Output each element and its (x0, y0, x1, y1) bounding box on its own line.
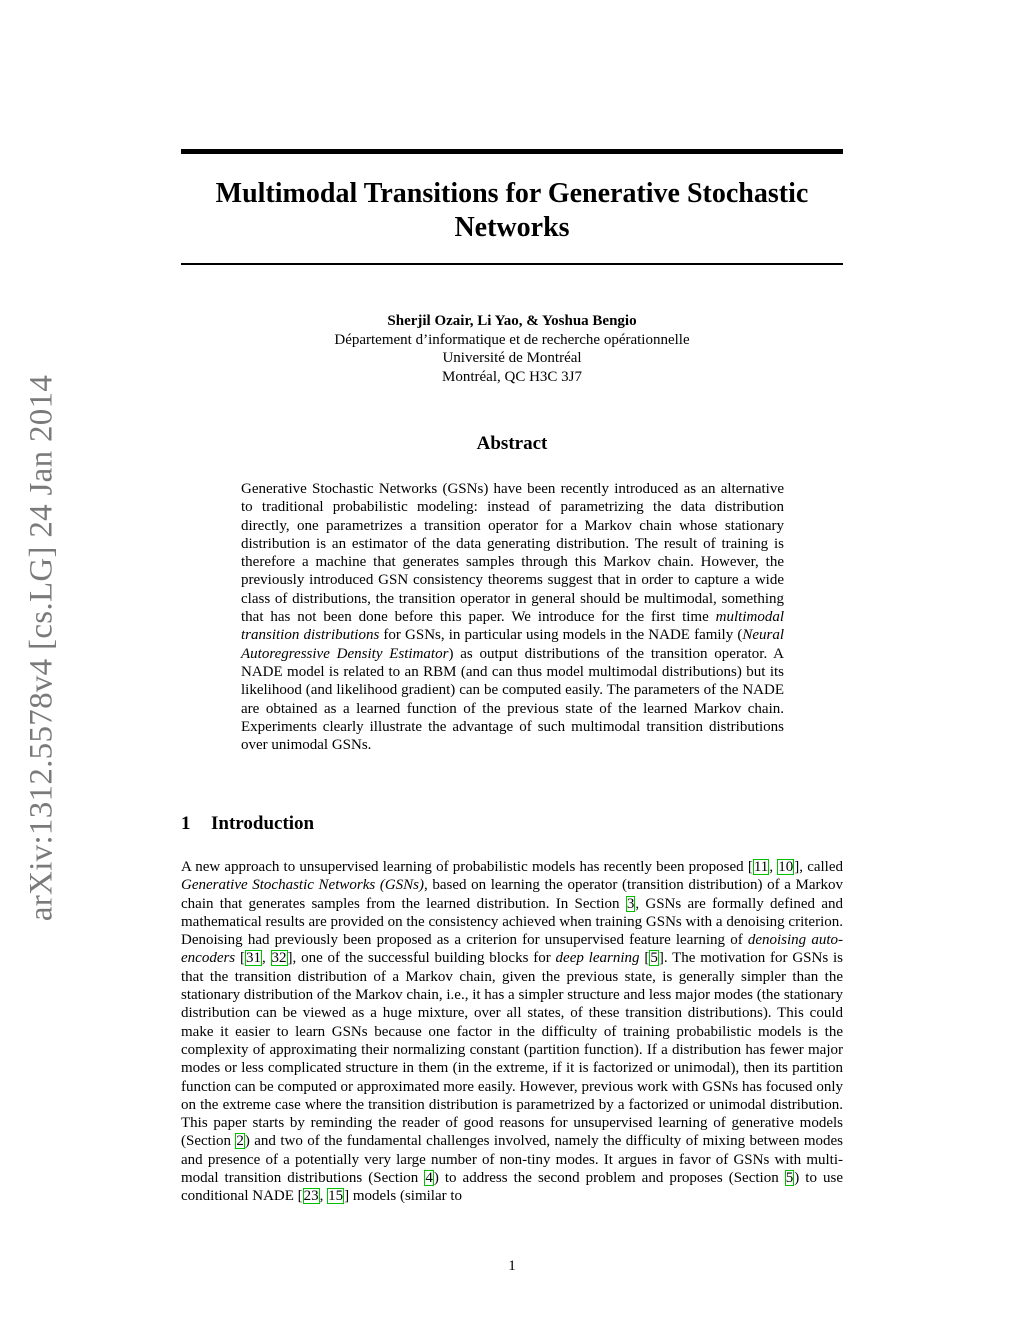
intro-text-part: , (319, 1188, 328, 1205)
intro-emphasis: denoising auto-encoders (181, 932, 843, 967)
abstract-text-part: ) as output distributions of the transition operator. A NADE model is related to an RBM (and can thus model multimodal distributions) but its likelihood (and likelihood gradient) can be computed easily. The parameters of the NADE are obtained as a learned function of the previous state of the learned Markov chain. Experiments clearly illustrate the advantage of such multimodal transition distributions over unimodal GSNs. (241, 645, 785, 754)
section-number: 1 (181, 813, 191, 834)
citation-link[interactable]: 15 (328, 1188, 344, 1205)
intro-text-part: ] models (similar to (344, 1188, 463, 1205)
title-bottom-rule (181, 263, 843, 265)
author-address: Montréal, QC H3C 3J7 (442, 368, 582, 385)
abstract-emphasis: Neural Autoregressive Density Estimator (241, 627, 785, 662)
introduction-text (181, 858, 843, 1206)
title-top-rule (181, 149, 843, 154)
author-block (181, 312, 843, 386)
abstract-text-part: for GSNs, in particular using models in the NADE family ( (379, 627, 743, 644)
citation-link[interactable]: 10 (778, 859, 794, 875)
citation-link[interactable]: 32 (271, 950, 287, 967)
section-reference-link[interactable]: 5 (785, 1170, 794, 1187)
intro-text-part: ], called (794, 859, 844, 875)
intro-text-part: ], one of the successful building blocks for (287, 950, 556, 967)
intro-text-part: , (769, 859, 778, 875)
abstract-heading: Abstract (476, 433, 548, 454)
section-reference-link[interactable]: 2 (236, 1133, 244, 1150)
intro-text-part: ) to use conditional NADE [ (181, 1170, 843, 1205)
citation-link[interactable]: 31 (245, 950, 261, 967)
section-reference-link[interactable]: 4 (425, 1170, 433, 1187)
author-department: Département d’informatique et de recherche opérationnelle (334, 331, 690, 348)
abstract-text (241, 480, 784, 754)
abstract-emphasis: multimodal transition distributions (241, 609, 784, 644)
section-title: Introduction (211, 813, 315, 834)
intro-text-part: A new approach to unsupervised learning of probabilistic models has recently been proposed [ (181, 859, 753, 875)
intro-text-part: [ (235, 950, 245, 967)
intro-text-part: , (261, 950, 271, 967)
intro-text-part: ) to address the second problem and proposes (Section (433, 1170, 785, 1187)
paper-title: Multimodal Transitions for Generative Stochastic Networks (215, 178, 809, 243)
intro-emphasis: Generative Stochastic Networks (GSNs) (181, 877, 424, 894)
arxiv-identifier-stamp: arXiv:1312.5578v4 [cs.LG] 24 Jan 2014 (23, 374, 60, 922)
intro-text-part: [ (639, 950, 650, 967)
intro-text-part: , based on learning the operator (transition distribution) of a Markov chain that generates samples from the learned distribution. In Section (181, 877, 843, 912)
citation-link[interactable]: 23 (303, 1188, 319, 1205)
intro-text-part: ]. The motivation for GSNs is that the transition distribution of a Markov chain, given the previous state, is generally simpler than the stationary distribution of the Markov chain, i.e., it has a simpler structure and less major modes (the stationary distribution can be viewed as a huge mixture, over all states, of these transition distributions). This could make it easier to learn GSNs because one factor in the difficulty of training probabilistic models is the complexity of approximating their normalizing constant (partition function). If a distribution has fewer major modes or less complicated structure in them (in the extreme, if it is factorized or unimodal), then its partition function can be computed or approximated more easily. However, previous work with GSNs has focused only on the extreme case where the transition distribution is parametrized by a factorized or unimodal distribution. This paper starts by reminding the reader of good reasons for unsupervised learning of generative models (Section (181, 950, 844, 1150)
page-number: 1 (508, 1258, 516, 1274)
intro-text-part: ) and two of the fundamental challenges involved, namely the difficulty of mixing between modes and presence of a potentially very large number of non-tiny modes. It argues in favor of GSNs with multi-modal transition distributions (Section (181, 1133, 843, 1187)
citation-link[interactable]: 5 (650, 950, 658, 967)
section-heading-introduction (181, 813, 314, 835)
author-names: Sherjil Ozair, Li Yao, & Yoshua Bengio (387, 313, 637, 329)
author-university: Université de Montréal (442, 350, 582, 366)
section-reference-link[interactable]: 3 (626, 895, 635, 912)
intro-emphasis: deep learning (555, 950, 640, 967)
intro-text-part: , GSNs are formally defined and mathematical results are provided on the consistency achieved when training GSNs with a denoising criterion. Denoising had previously been proposed as a criterion for unsupervised feature learning of (181, 895, 843, 949)
abstract-text-part: Generative Stochastic Networks (GSNs) have been recently introduced as an alternative to traditional probabilistic modeling: instead of parametrizing the data distribution directly, one parametrizes a transition operator for a Markov chain whose stationary distribution is an estimator of the data generating distribution. The result of training is therefore a machine that generates samples through this Markov chain. However, the previously introduced GSN consistency theorems suggest that in order to capture a wide class of distributions, the transition operator in general should be multimodal, something that has not been done before this paper. We introduce for the first time (241, 481, 784, 626)
citation-link[interactable]: 11 (753, 859, 769, 875)
